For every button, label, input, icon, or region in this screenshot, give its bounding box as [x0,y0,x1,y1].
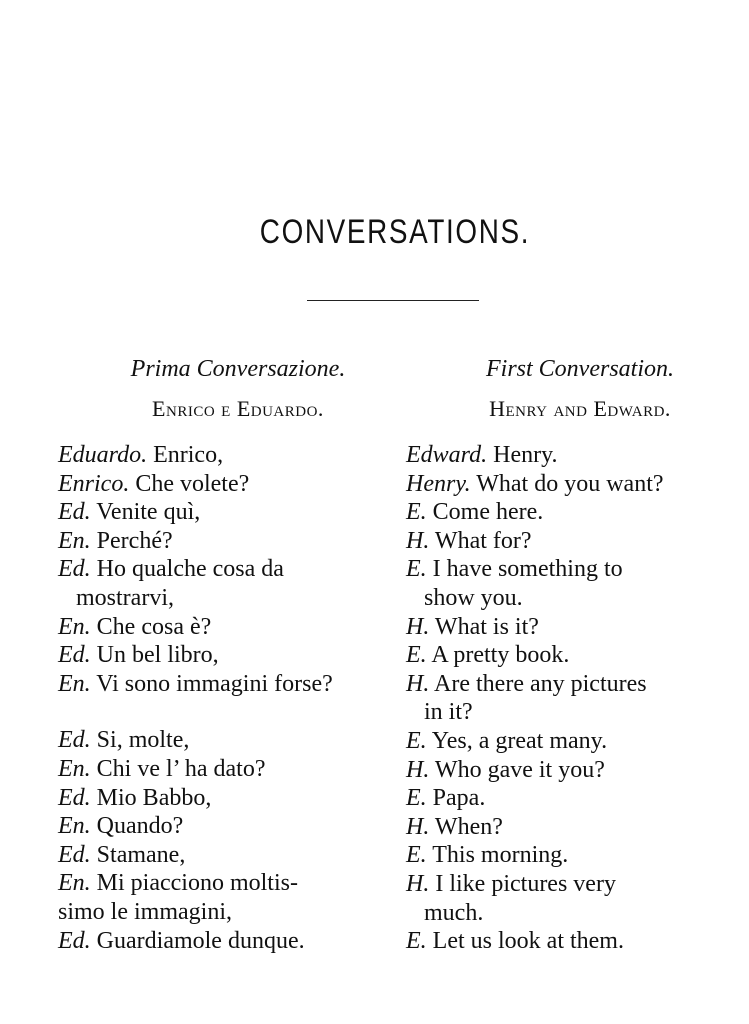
line-text: Si, molte, [96,727,190,754]
line-continuation: show you. [424,584,523,611]
line-text: Perché? [96,527,173,554]
dialogue-line [406,927,734,956]
speaker-name: Henry. [406,470,471,497]
speaker-name: Ed. [58,927,91,954]
italian-heading: Prima Conversazione. [130,356,346,382]
dialogue-line [406,498,734,527]
dialogue-line [406,784,734,813]
line-text: Vi sono immagini forse? [96,670,333,697]
dialogue-line [58,812,388,841]
speaker-name: Ed. [58,642,91,669]
speaker-name: Eduardo. [58,442,148,468]
line-text: Let us look at them. [432,928,624,955]
line-text: Ho qualche cosa da [96,556,284,583]
dialogue-line [406,441,734,470]
dialogue-line [406,641,734,670]
line-text: Papa. [432,785,486,812]
speaker-name: Edward. [406,442,488,468]
line-text: When? [434,813,503,840]
line-text: Henry. [493,442,558,468]
speaker-name: H. [406,756,430,783]
english-subheading: Henry and Edward. [489,396,671,421]
speaker-name: Ed. [58,841,91,868]
dialogue-line [58,784,388,813]
dialogue-line [406,470,734,499]
italian-subheading: Enrico e Eduardo. [152,396,324,421]
title-divider [307,300,479,301]
speaker-name: E. [406,556,427,583]
line-text: What for? [434,527,532,554]
english-column [406,350,734,956]
dialogue-line [406,527,734,556]
speaker-name: En. [58,670,91,697]
line-text: Enrico, [153,442,224,468]
line-continuation: in it? [424,699,473,726]
dialogue-line [58,755,388,784]
dialogue-line [58,869,388,926]
speaker-name: E. [406,928,427,955]
line-text: Venite quì, [96,499,201,526]
speaker-name: Ed. [58,784,91,811]
speaker-name: En. [58,755,91,782]
line-text: Chi ve l’ ha dato? [96,755,266,782]
line-text: Yes, a great many. [431,727,608,754]
dialogue-line [58,498,388,527]
speaker-name: Ed. [58,499,91,526]
line-text: Stamane, [96,841,186,868]
line-text: Mi piacciono moltis- [96,870,298,897]
english-dialogue [406,441,734,956]
line-text: Un bel libro, [96,642,219,669]
speaker-name: E. [406,785,427,812]
line-text: What is it? [434,613,539,640]
speaker-name: En. [58,870,91,897]
line-text: Who gave it you? [434,756,605,783]
dialogue-line [58,555,388,612]
speaker-name: Ed. [58,727,91,754]
speaker-name: H. [406,870,430,897]
line-text: Guardiamole dunque. [96,927,305,954]
dialogue-line [58,527,388,556]
speaker-name: E. [406,727,427,754]
dialogue-line [58,641,388,670]
line-text: I like pictures very [435,870,616,897]
dialogue-line [406,555,734,612]
dialogue-line [406,613,734,642]
english-heading: First Conversation. [485,356,674,382]
dialogue-line [406,841,734,870]
speaker-name: Ed. [58,556,91,583]
dialogue-line [406,813,734,842]
line-text: A pretty book. [431,642,570,669]
dialogue-line [58,470,388,499]
speaker-name: En. [58,813,91,840]
line-text: This morning. [432,842,569,869]
dialogue-line [58,927,388,956]
speaker-name: En. [58,613,91,640]
dialogue-line [58,613,388,642]
speaker-name: E. [406,642,427,669]
line-text: Mio Babbo, [96,784,212,811]
line-text: Che volete? [135,470,250,497]
speaker-name: Enrico. [58,470,130,497]
dialogue-line [58,670,388,699]
speaker-name: E. [406,842,427,869]
dialogue-line [406,727,734,756]
italian-dialogue [58,441,388,955]
line-continuation: much. [424,899,484,926]
speaker-name: H. [406,613,430,640]
line-text: Quando? [96,813,184,840]
speaker-name: E. [406,499,427,526]
line-text: I have something to [432,556,623,583]
speaker-name: En. [58,527,91,554]
line-text: What do you want? [476,470,664,497]
line-continuation: mostrarvi, [76,584,174,611]
italian-column [58,350,388,955]
dialogue-line [58,841,388,870]
line-text: Are there any pictures [434,670,647,697]
line-text: Come here. [432,499,544,526]
dialogue-line [406,670,734,727]
line-text: Che cosa è? [96,613,212,640]
line-continuation: simo le immagini, [58,898,232,925]
dialogue-line [58,441,388,470]
page-title: CONVERSATIONS. [259,213,531,251]
speaker-name: H. [406,527,430,554]
speaker-name: H. [406,670,430,697]
dialogue-line [406,870,734,927]
speaker-name: H. [406,813,430,840]
dialogue-line [406,756,734,785]
dialogue-line [58,726,388,755]
